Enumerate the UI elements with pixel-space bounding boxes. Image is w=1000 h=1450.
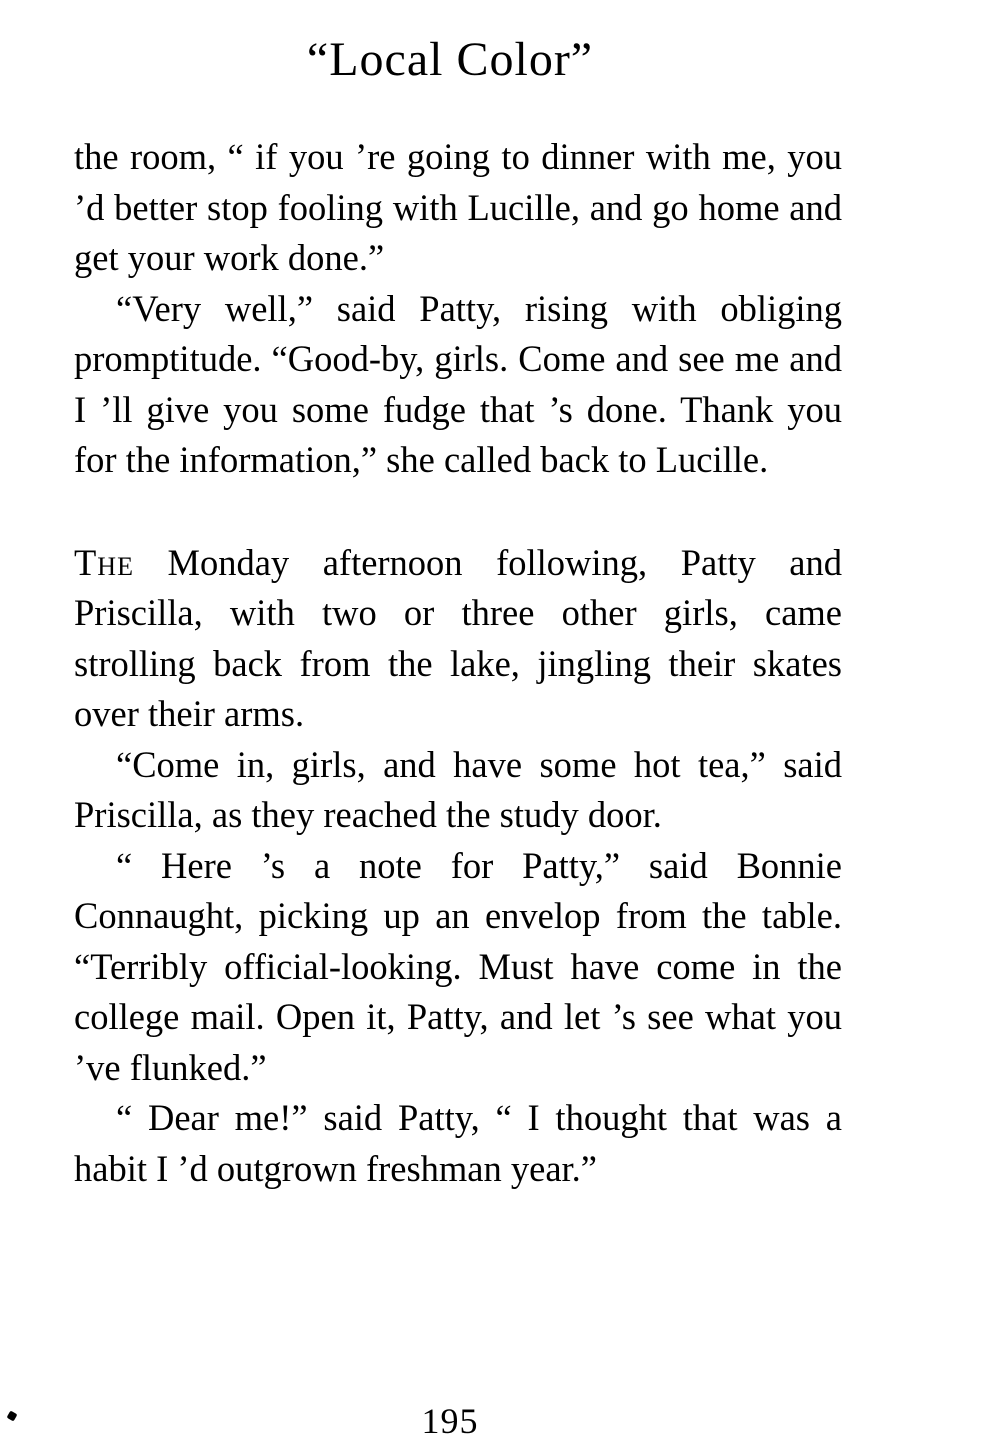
paragraph: “Very well,” said Patty, rising with obliging promptitude. “Good-by, girls. Come and see me and I ’ll give you some fudge that ’s done. Thank you for the information,” she called back to Lucille. bbox=[74, 287, 842, 480]
paragraph: “ Here ’s a note for Patty,” said Bonnie Connaught, picking up an envelop from the table. “Terribly official-looking. Must have come in the college mail. Open it, Patty, and let ’s see what you ’ve flunked.” bbox=[74, 844, 842, 1088]
paragraph-text: Monday afternoon following, Patty and Priscilla, with two or three other girls, came strolling back from the lake, jingling their skates over their arms. bbox=[74, 541, 842, 734]
running-head: “Local Color” bbox=[306, 33, 594, 86]
paragraph: “Come in, girls, and have some hot tea,” said Priscilla, as they reached the study door. bbox=[74, 743, 842, 835]
paragraph: “ Dear me!” said Patty, “ I thought that was a habit I ’d outgrown freshman year.” bbox=[74, 1097, 842, 1189]
page-number: 195 bbox=[421, 1401, 479, 1441]
paragraph-section-start bbox=[74, 538, 842, 740]
body-text bbox=[74, 132, 842, 1194]
paragraph-continued: the room, “ if you ’re going to dinner with me, you ’d better stop fooling with Lucille, and go home and get your work done.” bbox=[74, 136, 842, 278]
small-caps-lead: The bbox=[74, 541, 134, 583]
section-break bbox=[74, 486, 842, 538]
